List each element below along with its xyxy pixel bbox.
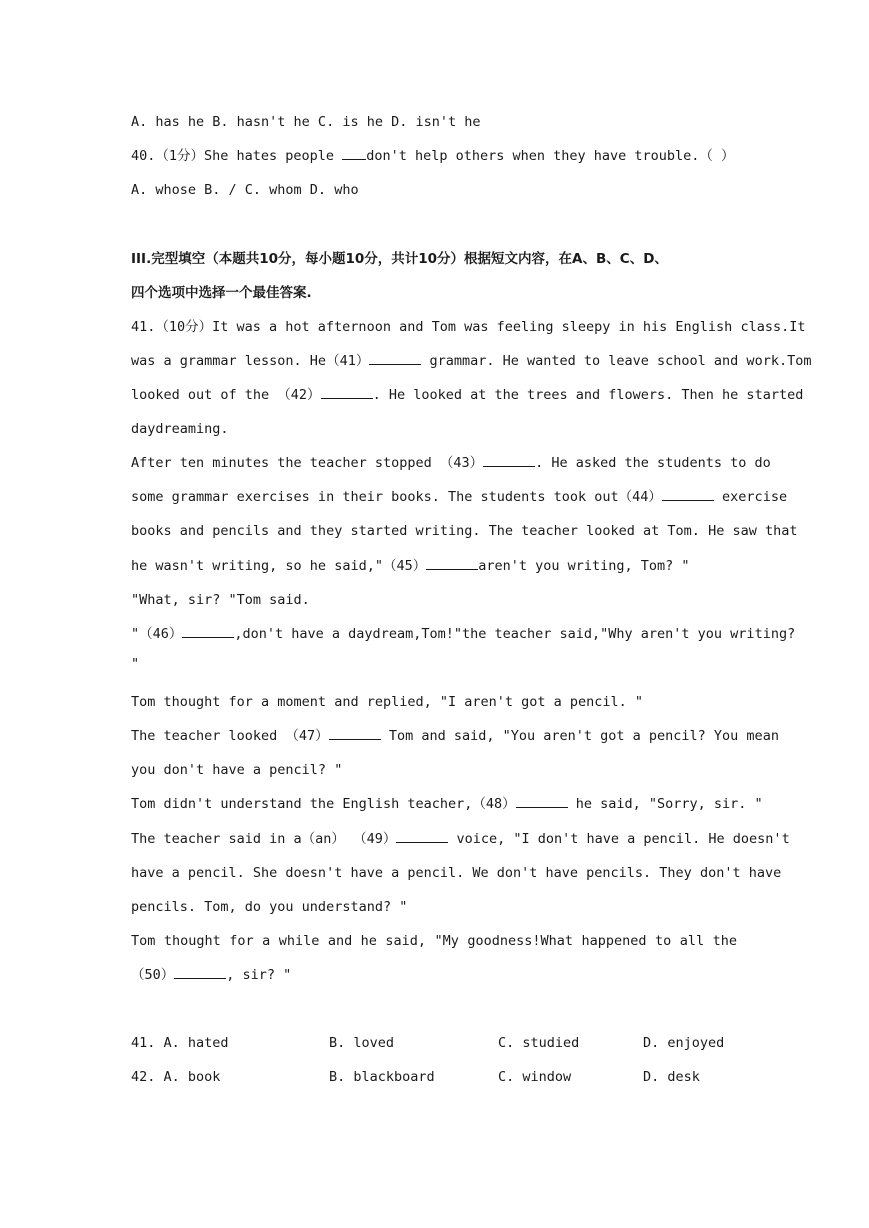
passage-line-6b: exercise bbox=[713, 489, 788, 505]
passage-line-2a: was a grammar lesson. He（41） bbox=[131, 353, 370, 369]
passage-line-7: books and pencils and they started writing. The teacher looked at Tom. He saw that bbox=[131, 523, 798, 539]
passage-line-18: pencils. Tom, do you understand? " bbox=[131, 899, 408, 915]
passage-line-13b: Tom and said, "You aren't got a pencil? You mean bbox=[380, 728, 779, 744]
blank-48[interactable] bbox=[516, 794, 568, 808]
passage-line-5 bbox=[131, 453, 771, 473]
passage-line-6a: some grammar exercises in their books. The students took out（44） bbox=[131, 489, 662, 505]
blank-46[interactable] bbox=[182, 624, 234, 638]
passage-line-10a: "（46） bbox=[131, 626, 183, 642]
q40-options: A. whose B. / C. whom D. who bbox=[131, 182, 359, 198]
passage-line-10 bbox=[131, 624, 796, 644]
passage-line-10b: ,don't have a daydream,Tom!"the teacher said,"Why aren't you writing? bbox=[234, 626, 796, 642]
answer-41-b[interactable]: B. loved bbox=[329, 1035, 395, 1051]
q40-stem-part2: don't help others when they have trouble.（ ） bbox=[366, 148, 735, 164]
answer-row-42 bbox=[131, 1067, 737, 1087]
passage-line-1: 41.（10分）It was a hot afternoon and Tom was feeling sleepy in his English class.It bbox=[131, 319, 806, 335]
passage-line-5a: After ten minutes the teacher stopped （43） bbox=[131, 455, 484, 471]
passage-line-11: " bbox=[131, 656, 140, 672]
passage-line-8a: he wasn't writing, so he said,"（45） bbox=[131, 558, 427, 574]
passage-line-17: have a pencil. She doesn't have a pencil. We don't have pencils. They don't have bbox=[131, 865, 782, 881]
passage-line-16a: The teacher said in a（an） （49） bbox=[131, 831, 397, 847]
answer-42-d[interactable]: D. desk bbox=[643, 1069, 700, 1085]
answer-42-a[interactable]: 42. A. book bbox=[131, 1069, 221, 1085]
blank-41[interactable] bbox=[369, 351, 421, 365]
passage-line-5b: . He asked the students to do bbox=[535, 455, 771, 471]
blank-42[interactable] bbox=[321, 385, 373, 399]
passage-line-15 bbox=[131, 794, 763, 814]
blank-44[interactable] bbox=[662, 487, 714, 501]
q39-options: A. has he B. hasn't he C. is he D. isn't he bbox=[131, 114, 481, 130]
blank-49[interactable] bbox=[396, 829, 448, 843]
passage-line-3b: . He looked at the trees and flowers. Then he started bbox=[372, 387, 804, 403]
passage-line-4: daydreaming. bbox=[131, 421, 229, 437]
blank-47[interactable] bbox=[329, 726, 381, 740]
passage-line-19: Tom thought for a while and he said, "My goodness!What happened to all the bbox=[131, 933, 737, 949]
passage-line-8b: aren't you writing, Tom? " bbox=[478, 558, 690, 574]
passage-line-6 bbox=[131, 487, 788, 507]
passage-line-15a: Tom didn't understand the English teacher,（48） bbox=[131, 796, 516, 812]
q40-stem-part1: 40.（1分）She hates people bbox=[131, 148, 343, 164]
answer-42-b[interactable]: B. blackboard bbox=[329, 1069, 435, 1085]
blank-43[interactable] bbox=[483, 453, 535, 467]
section3-heading-line2: 四个选项中选择一个最佳答案. bbox=[131, 285, 312, 301]
passage-line-16b: voice, "I don't have a pencil. He doesn't bbox=[448, 831, 790, 847]
passage-line-20 bbox=[131, 965, 737, 985]
answer-row-41 bbox=[131, 1033, 737, 1053]
answer-41-a[interactable]: 41. A. hated bbox=[131, 1035, 229, 1051]
answer-41-c[interactable]: C. studied bbox=[498, 1035, 580, 1051]
passage-line-20a: （50） bbox=[131, 967, 175, 983]
passage-line-3 bbox=[131, 385, 804, 405]
passage-line-8 bbox=[131, 556, 737, 576]
section3-heading-line1: III.完型填空（本题共10分，每小题10分，共计10分）根据短文内容，在A、B、C、D、 bbox=[131, 251, 668, 267]
answer-41-d[interactable]: D. enjoyed bbox=[643, 1035, 725, 1051]
q40-stem bbox=[131, 146, 737, 166]
passage-line-9: "What, sir? "Tom said. bbox=[131, 592, 310, 608]
answer-42-c[interactable]: C. window bbox=[498, 1069, 572, 1085]
passage-line-13a: The teacher looked （47） bbox=[131, 728, 329, 744]
passage-line-20b: , sir? " bbox=[226, 967, 292, 983]
passage-line-14: you don't have a pencil? " bbox=[131, 762, 343, 778]
passage-line-2 bbox=[131, 351, 812, 371]
passage-line-3a: looked out of the （42） bbox=[131, 387, 321, 403]
blank-45[interactable] bbox=[426, 556, 478, 570]
passage-line-15b: he said, "Sorry, sir. " bbox=[567, 796, 763, 812]
passage-line-2b: grammar. He wanted to leave school and work.Tom bbox=[421, 353, 812, 369]
passage-line-13 bbox=[131, 726, 779, 746]
blank-50[interactable] bbox=[174, 965, 226, 979]
passage-line-12: Tom thought for a moment and replied, "I aren't got a pencil. " bbox=[131, 694, 644, 710]
q40-blank[interactable] bbox=[342, 146, 366, 160]
passage-line-16 bbox=[131, 829, 790, 849]
